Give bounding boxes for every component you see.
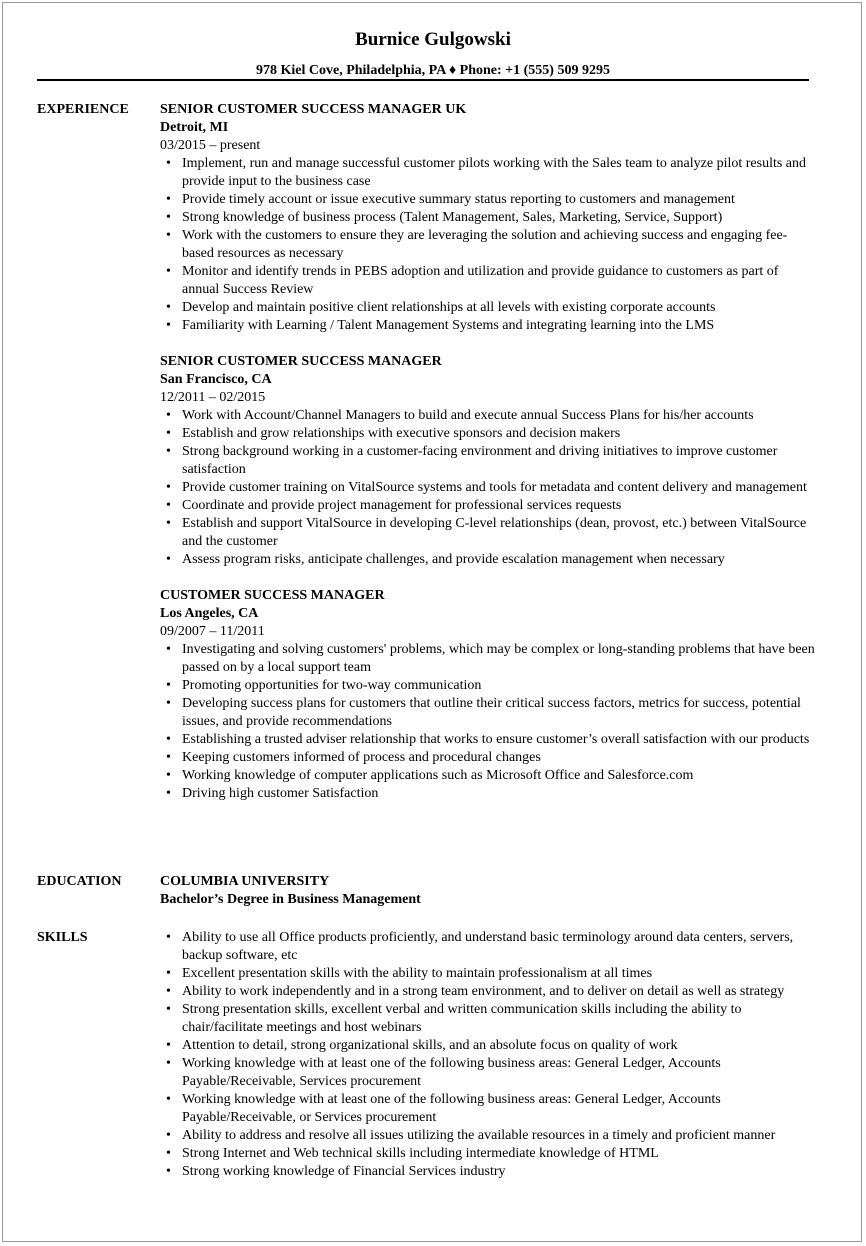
job-entry (160, 587, 815, 803)
bullet-item: • Strong knowledge of business process (Talent Management, Sales, Marketing, Service, Support) (160, 209, 815, 227)
skills-body (160, 929, 815, 1181)
job-location: Los Angeles, CA (160, 606, 259, 621)
bullet-item: • Strong presentation skills, excellent verbal and written communication skills including the ability to chair/facilitate meetings and host webinars (160, 1001, 815, 1037)
bullet-item: • Strong Internet and Web technical skills including intermediate knowledge of HTML (160, 1145, 815, 1163)
job-location: San Francisco, CA (160, 372, 272, 387)
education-entry (160, 873, 815, 909)
bullet-item: • Working knowledge of computer applications such as Microsoft Office and Salesforce.com (160, 767, 815, 785)
bullet-item: • Provide timely account or issue executive summary status reporting to customers and management (160, 191, 815, 209)
job-dates: 03/2015 – present (160, 138, 261, 153)
bullet-item: • Provide customer training on VitalSource systems and tools for metadata and content delivery and management (160, 479, 815, 497)
job-dates: 09/2007 – 11/2011 (160, 624, 265, 639)
bullet-item: • Work with Account/Channel Managers to build and execute annual Success Plans for his/her accounts (160, 407, 815, 425)
job-dates: 12/2011 – 02/2015 (160, 390, 266, 405)
bullet-item: • Work with the customers to ensure they are leveraging the solution and achieving success and engaging fee-based resources as necessary (160, 227, 815, 263)
header-divider (37, 79, 809, 81)
job-bullets (160, 155, 815, 335)
candidate-name: Burnice Gulgowski (355, 29, 511, 50)
education-school: COLUMBIA UNIVERSITY (160, 874, 330, 889)
bullet-item: • Establish and grow relationships with executive sponsors and decision makers (160, 425, 815, 443)
bullet-item: • Familiarity with Learning / Talent Management Systems and integrating learning into the LMS (160, 317, 815, 335)
job-bullets (160, 641, 815, 803)
bullet-item: • Establish and support VitalSource in developing C-level relationships (dean, provost, etc.) between VitalSource and the customer (160, 515, 815, 551)
skills-list (160, 929, 815, 1181)
bullet-item: • Coordinate and provide project management for professional services requests (160, 497, 815, 515)
bullet-item: • Keeping customers informed of process and procedural changes (160, 749, 815, 767)
education-degree: Bachelor’s Degree in Business Management (160, 892, 421, 907)
bullet-item: • Excellent presentation skills with the ability to maintain professionalism at all times (160, 965, 815, 983)
bullet-item: • Working knowledge with at least one of the following business areas: General Ledger, Accounts Payable/Receivable, or Services procurement (160, 1091, 815, 1127)
bullet-item: • Investigating and solving customers' problems, which may be complex or long-standing problems that have been passed on by a local support team (160, 641, 815, 677)
bullet-item: • Monitor and identify trends in PEBS adoption and utilization and provide guidance to customers as part of annual Success Review (160, 263, 815, 299)
bullet-item: • Implement, run and manage successful customer pilots working with the Sales team to analyze pilot results and provide input to the business case (160, 155, 815, 191)
bullet-item: • Establishing a trusted adviser relationship that works to ensure customer’s overall satisfaction with our products (160, 731, 815, 749)
bullet-item: • Promoting opportunities for two-way communication (160, 677, 815, 695)
bullet-item: • Attention to detail, strong organizational skills, and an absolute focus on quality of work (160, 1037, 815, 1055)
section-title-experience: EXPERIENCE (37, 102, 129, 117)
job-title: SENIOR CUSTOMER SUCCESS MANAGER (160, 354, 442, 369)
bullet-item: • Working knowledge with at least one of the following business areas: General Ledger, Accounts Payable/Receivable, Services procurement (160, 1055, 815, 1091)
bullet-item: • Assess program risks, anticipate challenges, and provide escalation management when necessary (160, 551, 815, 569)
bullet-item: • Strong background working in a customer-facing environment and driving initiatives to improve customer satisfaction (160, 443, 815, 479)
job-entry (160, 101, 815, 335)
job-title: CUSTOMER SUCCESS MANAGER (160, 588, 385, 603)
section-title-skills: SKILLS (37, 930, 88, 945)
bullet-item: • Ability to use all Office products proficiently, and understand basic terminology around data centers, servers, backup software, etc (160, 929, 815, 965)
contact-line: 978 Kiel Cove, Philadelphia, PA ♦ Phone: +1 (555) 509 9295 (256, 63, 610, 78)
job-title: SENIOR CUSTOMER SUCCESS MANAGER UK (160, 102, 467, 117)
bullet-item: • Strong working knowledge of Financial Services industry (160, 1163, 815, 1181)
section-title-education: EDUCATION (37, 874, 122, 889)
bullet-item: • Driving high customer Satisfaction (160, 785, 815, 803)
experience-list (160, 101, 815, 821)
bullet-item: • Ability to work independently and in a strong team environment, and to deliver on detail as well as strategy (160, 983, 815, 1001)
bullet-item: • Develop and maintain positive client relationships at all levels with existing corporate accounts (160, 299, 815, 317)
job-entry (160, 353, 815, 569)
bullet-item: • Ability to address and resolve all issues utilizing the available resources in a timely and proficient manner (160, 1127, 815, 1145)
job-location: Detroit, MI (160, 120, 229, 135)
job-bullets (160, 407, 815, 569)
bullet-item: • Developing success plans for customers that outline their critical success factors, metrics for success, potential issues, and provide recommendations (160, 695, 815, 731)
